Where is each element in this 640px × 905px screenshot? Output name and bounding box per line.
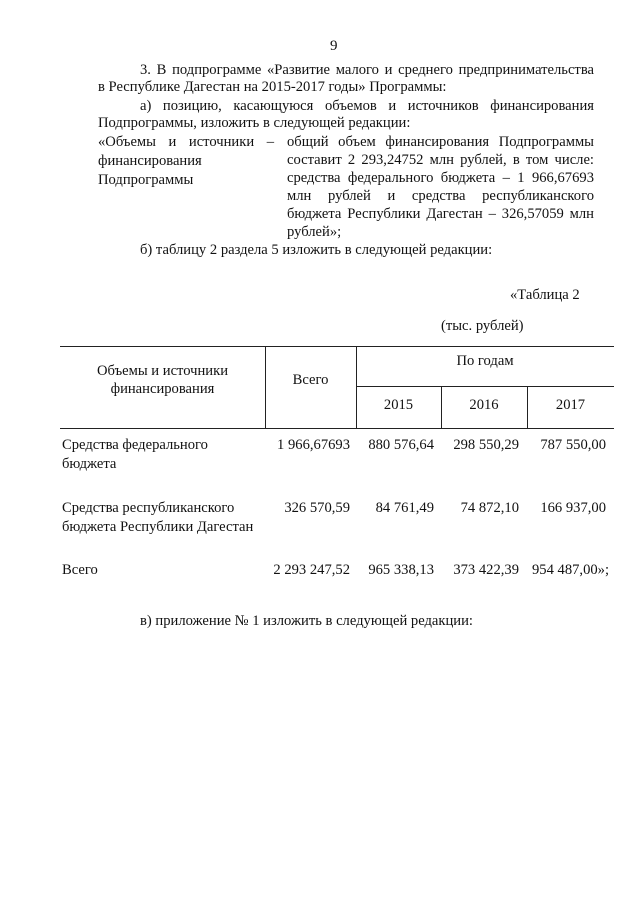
header-year-2017: 2017 [555, 397, 586, 413]
row-2-name-line-2: бюджета Республики Дагестан [62, 519, 254, 535]
row-2-total: 326 570,59 [284, 500, 350, 516]
header-year-2015: 2015 [383, 397, 414, 413]
page-number: 9 [330, 38, 338, 54]
position-left-line-2: финансирования [98, 153, 202, 169]
row-3-2016: 373 422,39 [453, 562, 519, 578]
row-1-name-line-1: Средства федерального [62, 437, 208, 453]
row-1-2015: 880 576,64 [368, 437, 434, 453]
row-3-2015: 965 338,13 [368, 562, 434, 578]
row-1-name-line-2: бюджета [62, 456, 117, 472]
row-3-2017: 954 487,00»; [532, 562, 610, 578]
row-3-name: Всего [62, 562, 98, 578]
position-right-line-6: рублей»; [287, 224, 342, 240]
row-1-2017: 787 550,00 [540, 437, 606, 453]
row-3-total: 2 293 247,52 [273, 562, 350, 578]
position-left-line-3: Подпрограммы [98, 172, 194, 188]
position-left-line-1: «Объемы и источники – [98, 134, 274, 150]
paragraph-a-line-2: Подпрограммы, изложить в следующей редакции: [98, 115, 411, 131]
header-sources-line-2: финансирования [110, 381, 215, 397]
paragraph-v: в) приложение № 1 изложить в следующей редакции: [140, 613, 473, 629]
position-right-line-2: составит 2 293,24752 млн рублей, в том числе: [287, 152, 594, 168]
header-total: Всего [292, 372, 329, 388]
paragraph-3-line-2: в Республике Дагестан на 2015-2017 годы» Программы: [98, 79, 447, 95]
position-right-line-4: млн рублей и средства республиканского [287, 188, 594, 204]
row-1-2016: 298 550,29 [453, 437, 519, 453]
paragraph-3-line-1: 3. В подпрограмме «Развитие малого и среднего предпринимательства [140, 62, 594, 78]
header-sources-line-1: Объемы и источники [96, 363, 229, 379]
header-by-years: По годам [456, 353, 514, 369]
table-top-border [60, 346, 614, 347]
row-2-2016: 74 872,10 [460, 500, 519, 516]
table-years-divider [356, 386, 614, 387]
row-2-2015: 84 761,49 [375, 500, 434, 516]
position-right-line-3: средства федерального бюджета – 1 966,67693 [287, 170, 594, 186]
row-2-name-line-1: Средства республиканского [62, 500, 235, 516]
paragraph-a-line-1: а) позицию, касающуюся объемов и источников финансирования [140, 98, 594, 114]
position-right-line-5: бюджета Республики Дагестан – 326,57059 млн [287, 206, 594, 222]
paragraph-b: б) таблицу 2 раздела 5 изложить в следующей редакции: [140, 242, 493, 258]
table-caption: «Таблица 2 [510, 287, 580, 303]
row-1-total: 1 966,67693 [277, 437, 350, 453]
table-header-bottom-border [60, 428, 614, 429]
table-units: (тыс. рублей) [441, 318, 524, 334]
header-year-2016: 2016 [469, 397, 499, 413]
row-2-2017: 166 937,00 [540, 500, 606, 516]
position-right-line-1: общий объем финансирования Подпрограммы [287, 134, 594, 150]
